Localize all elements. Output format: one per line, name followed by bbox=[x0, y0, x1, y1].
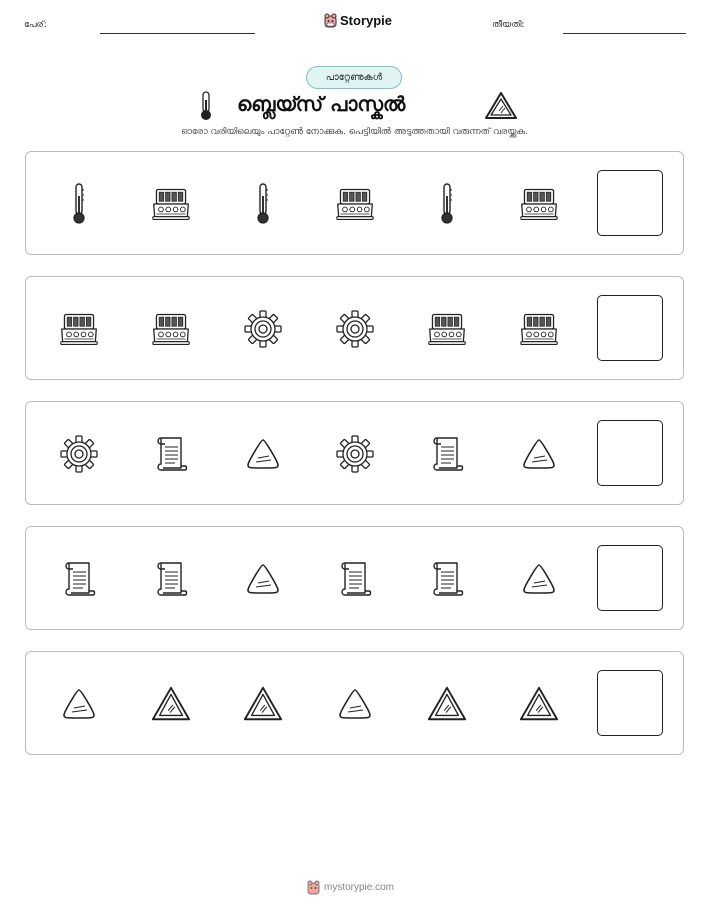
scroll-icon bbox=[427, 402, 467, 506]
pattern-row-1 bbox=[25, 151, 684, 255]
calculator-machine-icon bbox=[519, 277, 559, 381]
brand-name: Storypie bbox=[340, 13, 393, 28]
thermometer-icon bbox=[427, 152, 467, 256]
gear-icon bbox=[243, 277, 283, 381]
date-field[interactable] bbox=[563, 33, 686, 34]
triangle-icon bbox=[243, 402, 283, 506]
thermometer-icon bbox=[59, 152, 99, 256]
answer-box[interactable] bbox=[597, 295, 663, 361]
scroll-icon bbox=[335, 527, 375, 631]
mascot-icon bbox=[324, 13, 337, 28]
pattern-row-3 bbox=[25, 401, 684, 505]
triangle-icon bbox=[243, 527, 283, 631]
date-label: തീയതി: bbox=[492, 20, 525, 30]
answer-box[interactable] bbox=[597, 170, 663, 236]
instructions: ഓരോ വരിയിലെയും പാറ്റേൺ നോക്കുക. പെട്ടിയിൽ അടുത്തതായി വരുന്നത് വരയ്ക്കുക. bbox=[181, 127, 528, 137]
calculator-machine-icon bbox=[151, 277, 191, 381]
calculator-machine-icon bbox=[59, 277, 99, 381]
pattern-row-4 bbox=[25, 526, 684, 630]
warning-triangle-icon bbox=[243, 652, 283, 756]
warning-triangle-icon bbox=[519, 652, 559, 756]
answer-box[interactable] bbox=[597, 420, 663, 486]
calculator-machine-icon bbox=[335, 152, 375, 256]
brand-logo bbox=[324, 13, 392, 28]
answer-box[interactable] bbox=[597, 670, 663, 736]
gear-icon bbox=[335, 277, 375, 381]
topic-badge: പാറ്റേണുകൾ bbox=[306, 66, 402, 89]
pattern-row-2 bbox=[25, 276, 684, 380]
calculator-machine-icon bbox=[519, 152, 559, 256]
warning-triangle-icon bbox=[151, 652, 191, 756]
name-label: പേര്: bbox=[24, 20, 47, 30]
warning-triangle-icon bbox=[484, 91, 518, 121]
scroll-icon bbox=[151, 402, 191, 506]
triangle-icon bbox=[519, 402, 559, 506]
warning-triangle-icon bbox=[427, 652, 467, 756]
scroll-icon bbox=[427, 527, 467, 631]
calculator-machine-icon bbox=[427, 277, 467, 381]
page-title-text: ബ്ലെയ്സ് പാസ്കൽ bbox=[237, 92, 406, 116]
page-title bbox=[0, 92, 709, 122]
triangle-icon bbox=[59, 652, 99, 756]
worksheet-header bbox=[0, 0, 709, 40]
calculator-machine-icon bbox=[151, 152, 191, 256]
answer-box[interactable] bbox=[597, 545, 663, 611]
scroll-icon bbox=[151, 527, 191, 631]
footer-url: mystorypie.com bbox=[324, 882, 395, 893]
thermometer-icon bbox=[243, 152, 283, 256]
gear-icon bbox=[59, 402, 99, 506]
gear-icon bbox=[335, 402, 375, 506]
scroll-icon bbox=[59, 527, 99, 631]
triangle-icon bbox=[335, 652, 375, 756]
triangle-icon bbox=[519, 527, 559, 631]
name-field[interactable] bbox=[100, 33, 255, 34]
pattern-row-5 bbox=[25, 651, 684, 755]
mascot-icon bbox=[307, 880, 320, 895]
footer bbox=[307, 880, 394, 895]
